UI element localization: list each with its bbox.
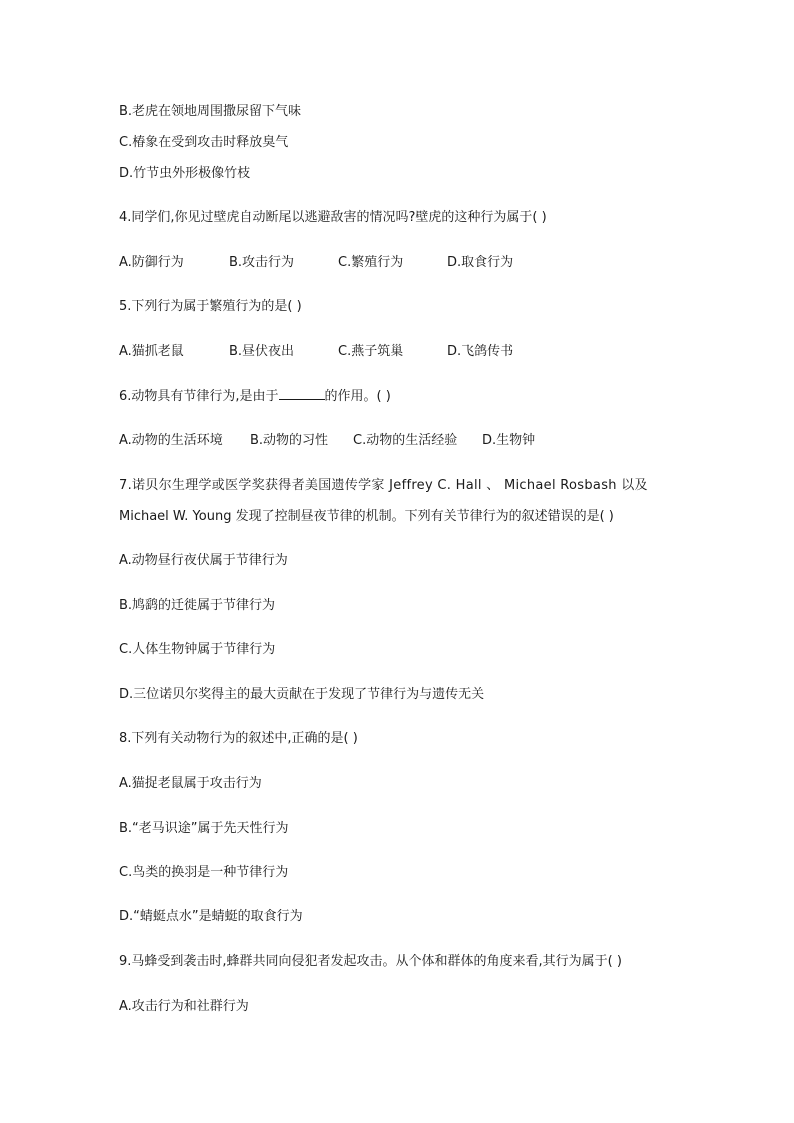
question-9: 9.马蜂受到袭击时,蜂群共同向侵犯者发起攻击。从个体和群体的角度来看,其行为属于( ) bbox=[119, 954, 622, 969]
q7-option-b: B.鸠鹞的迁徙属于节律行为 bbox=[119, 598, 276, 613]
q8-option-c: C.鸟类的换羽是一种节律行为 bbox=[119, 865, 289, 880]
q3-option-d: D.竹节虫外形极像竹枝 bbox=[119, 166, 251, 181]
q3-option-c: C.椿象在受到攻击时释放臭气 bbox=[119, 135, 289, 150]
question-7-line-1: 7.诺贝尔生理学或医学奖获得者美国遗传学家 Jeffrey C. Hall 、 Michael Rosbash 以及 bbox=[119, 478, 648, 493]
question-7-line-2: Michael W. Young 发现了控制昼夜节律的机制。下列有关节律行为的叙述错误的是( ) bbox=[119, 509, 614, 524]
q5-option-c: C.燕子筑巢 bbox=[338, 344, 404, 359]
question-5: 5.下列行为属于繁殖行为的是( ) bbox=[119, 299, 302, 314]
q9-option-a: A.攻击行为和社群行为 bbox=[119, 999, 249, 1014]
q6-option-d: D.生物钟 bbox=[482, 433, 536, 448]
q4-option-d: D.取食行为 bbox=[447, 255, 514, 270]
q6-option-a: A.动物的生活环境 bbox=[119, 433, 223, 448]
q6-option-c: C.动物的生活经验 bbox=[353, 433, 458, 448]
q8-option-b: B.“老马识途”属于先天性行为 bbox=[119, 821, 289, 836]
question-8: 8.下列有关动物行为的叙述中,正确的是( ) bbox=[119, 731, 358, 746]
q7-option-c: C.人体生物钟属于节律行为 bbox=[119, 642, 276, 657]
q3-option-b: B.老虎在领地周围撒尿留下气味 bbox=[119, 104, 302, 119]
q6-text-after-blank: 的作用。( ) bbox=[324, 389, 391, 404]
q7-option-d: D.三位诺贝尔奖得主的最大贡献在于发现了节律行为与遗传无关 bbox=[119, 687, 485, 702]
q8-option-d: D.“蜻蜓点水”是蜻蜓的取食行为 bbox=[119, 909, 303, 924]
q5-option-b: B.昼伏夜出 bbox=[229, 344, 295, 359]
q4-option-b: B.攻击行为 bbox=[229, 255, 295, 270]
q6-text-before-blank: 6.动物具有节律行为,是由于 bbox=[119, 389, 279, 404]
q5-option-d: D.飞鸽传书 bbox=[447, 344, 514, 359]
q6-option-b: B.动物的习性 bbox=[250, 433, 329, 448]
question-4: 4.同学们,你见过壁虎自动断尾以逃避敌害的情况吗?壁虎的这种行为属于( ) bbox=[119, 210, 547, 225]
q7-option-a: A.动物昼行夜伏属于节律行为 bbox=[119, 553, 288, 568]
q6-blank bbox=[279, 387, 325, 400]
q5-option-a: A.猫抓老鼠 bbox=[119, 344, 184, 359]
q8-option-a: A.猫捉老鼠属于攻击行为 bbox=[119, 776, 262, 791]
q4-option-a: A.防御行为 bbox=[119, 255, 184, 270]
q4-option-c: C.繁殖行为 bbox=[338, 255, 404, 270]
question-6 bbox=[119, 387, 391, 406]
